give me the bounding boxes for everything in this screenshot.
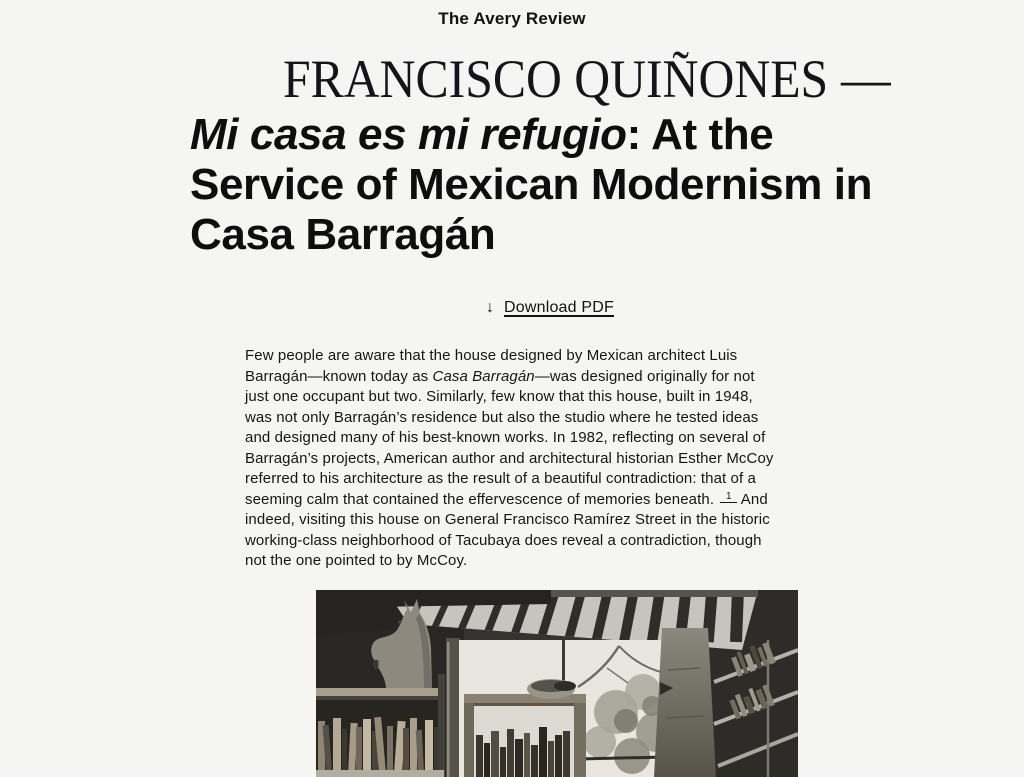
text-segment: : At the Service of Mexican Modernism in Casa Barragán <box>190 110 873 259</box>
article-photo <box>316 590 798 777</box>
download-arrow-icon: ↓ <box>486 299 494 316</box>
author-name: FRANCISCO QUIÑONES <box>283 49 829 109</box>
text-segment: Mi casa es mi refugio <box>190 110 627 159</box>
site-title[interactable]: The Avery Review <box>438 9 586 28</box>
article-title <box>190 110 890 260</box>
photo-pillar <box>654 628 716 777</box>
download-pdf-label: Download PDF <box>504 299 615 316</box>
download-pdf-link[interactable] <box>486 299 614 317</box>
byline-dash: — <box>841 49 891 109</box>
text-segment: —was designed originally for not just one occupant but two. Similarly, few know that this house, built in 1948, was not only Barragán’s residence but also the studio where he tested ideas and designed many of his best-known works. In 1982, reflecting on several of Barragán’s projects, American author and architectural historian Esther McCoy referred to his architecture as the result of a beautiful contradiction: that of a seeming calm that contained the effervescence of memories beneath. <box>245 367 774 508</box>
text-segment: Casa Barragán <box>432 367 535 385</box>
author-byline <box>283 49 891 109</box>
casa-barragan-photo <box>316 590 798 777</box>
article-paragraph <box>245 346 782 572</box>
footnote-marker[interactable]: 1 <box>720 492 737 503</box>
text-segment: And indeed, visiting this house on General Francisco Ramírez Street in the historic working-class neighborhood of Tacubaya does reveal a contradiction, though not the one pointed to by McCoy. <box>245 490 770 569</box>
text-segment: Few people are aware that the house designed by Mexican architect Luis Barragán—known today as <box>245 347 738 385</box>
